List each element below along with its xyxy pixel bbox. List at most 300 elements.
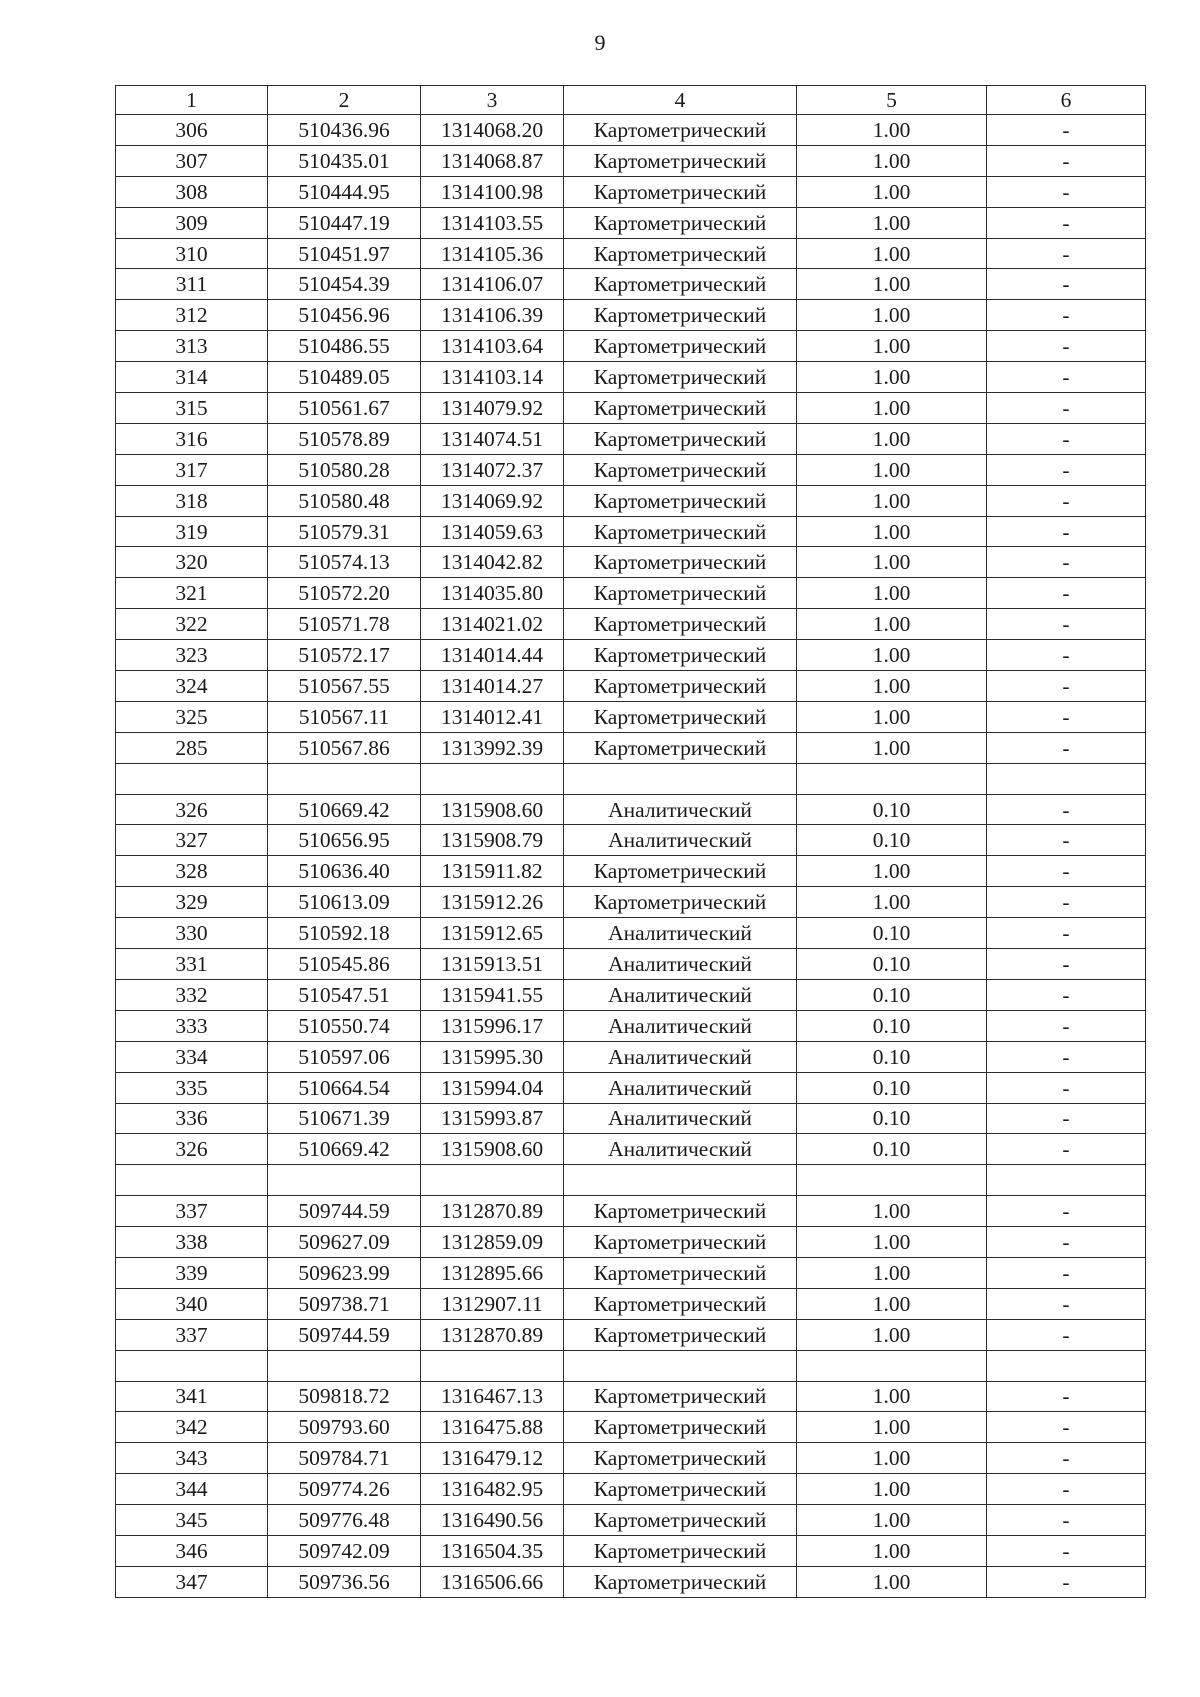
x-coordinate-cell: 509784.71 <box>268 1443 421 1474</box>
point-number-cell: 343 <box>116 1443 268 1474</box>
y-coordinate-cell: 1315912.65 <box>421 918 564 949</box>
accuracy-cell: 1.00 <box>797 1474 987 1505</box>
column-header: 1 <box>116 86 268 115</box>
method-cell <box>564 1165 797 1196</box>
table-row <box>116 207 1146 238</box>
description-cell: - <box>987 1196 1146 1227</box>
point-number-cell: 308 <box>116 176 268 207</box>
table-row <box>116 918 1146 949</box>
x-coordinate-cell: 510454.39 <box>268 269 421 300</box>
point-number-cell: 341 <box>116 1381 268 1412</box>
y-coordinate-cell: 1312870.89 <box>421 1319 564 1350</box>
accuracy-cell: 1.00 <box>797 1227 987 1258</box>
x-coordinate-cell: 509744.59 <box>268 1196 421 1227</box>
y-coordinate-cell: 1316479.12 <box>421 1443 564 1474</box>
separator-row <box>116 1350 1146 1381</box>
y-coordinate-cell: 1315908.60 <box>421 794 564 825</box>
description-cell: - <box>987 547 1146 578</box>
y-coordinate-cell: 1315993.87 <box>421 1103 564 1134</box>
page-number: 9 <box>594 30 606 55</box>
header-row <box>116 86 1146 115</box>
accuracy-cell: 1.00 <box>797 1505 987 1536</box>
description-cell: - <box>987 362 1146 393</box>
accuracy-cell: 1.00 <box>797 115 987 146</box>
description-cell: - <box>987 640 1146 671</box>
y-coordinate-cell: 1314059.63 <box>421 516 564 547</box>
x-coordinate-cell: 510572.20 <box>268 578 421 609</box>
x-coordinate-cell: 510567.86 <box>268 732 421 763</box>
accuracy-cell: 1.00 <box>797 1257 987 1288</box>
description-cell: - <box>987 794 1146 825</box>
table-row <box>116 1196 1146 1227</box>
point-number-cell: 342 <box>116 1412 268 1443</box>
description-cell: - <box>987 856 1146 887</box>
table-row <box>116 1443 1146 1474</box>
separator-row <box>116 763 1146 794</box>
table-row <box>116 887 1146 918</box>
method-cell: Картометрический <box>564 516 797 547</box>
accuracy-cell: 0.10 <box>797 979 987 1010</box>
description-cell: - <box>987 269 1146 300</box>
table-row <box>116 1257 1146 1288</box>
point-number-cell: 337 <box>116 1196 268 1227</box>
table-row <box>116 393 1146 424</box>
accuracy-cell: 1.00 <box>797 1535 987 1566</box>
point-number-cell: 323 <box>116 640 268 671</box>
x-coordinate-cell: 509818.72 <box>268 1381 421 1412</box>
description-cell: - <box>987 145 1146 176</box>
table-row <box>116 1288 1146 1319</box>
method-cell: Картометрический <box>564 145 797 176</box>
table-row <box>116 300 1146 331</box>
point-number-cell: 306 <box>116 115 268 146</box>
y-coordinate-cell: 1314103.55 <box>421 207 564 238</box>
accuracy-cell: 0.10 <box>797 1010 987 1041</box>
x-coordinate-cell: 509623.99 <box>268 1257 421 1288</box>
description-cell: - <box>987 1566 1146 1597</box>
method-cell: Аналитический <box>564 949 797 980</box>
point-number-cell: 328 <box>116 856 268 887</box>
accuracy-cell: 1.00 <box>797 1381 987 1412</box>
description-cell: - <box>987 1010 1146 1041</box>
point-number-cell: 326 <box>116 1134 268 1165</box>
method-cell: Аналитический <box>564 1072 797 1103</box>
x-coordinate-cell: 509793.60 <box>268 1412 421 1443</box>
description-cell: - <box>987 979 1146 1010</box>
y-coordinate-cell <box>421 763 564 794</box>
table-row <box>116 609 1146 640</box>
table-row <box>116 671 1146 702</box>
point-number-cell: 337 <box>116 1319 268 1350</box>
table-row <box>116 825 1146 856</box>
description-cell: - <box>987 1443 1146 1474</box>
table-row <box>116 1227 1146 1258</box>
accuracy-cell: 1.00 <box>797 516 987 547</box>
table-row <box>116 547 1146 578</box>
method-cell: Аналитический <box>564 1041 797 1072</box>
table-row <box>116 238 1146 269</box>
table-row <box>116 423 1146 454</box>
separator-row <box>116 1165 1146 1196</box>
point-number-cell: 340 <box>116 1288 268 1319</box>
y-coordinate-cell: 1314014.27 <box>421 671 564 702</box>
description-cell: - <box>987 207 1146 238</box>
point-number-cell: 332 <box>116 979 268 1010</box>
description-cell: - <box>987 1257 1146 1288</box>
description-cell: - <box>987 1227 1146 1258</box>
y-coordinate-cell: 1315908.60 <box>421 1134 564 1165</box>
y-coordinate-cell: 1314069.92 <box>421 485 564 516</box>
table-row <box>116 269 1146 300</box>
method-cell: Картометрический <box>564 1474 797 1505</box>
x-coordinate-cell: 510580.48 <box>268 485 421 516</box>
accuracy-cell: 1.00 <box>797 887 987 918</box>
table-row <box>116 640 1146 671</box>
description-cell: - <box>987 300 1146 331</box>
description-cell: - <box>987 423 1146 454</box>
description-cell: - <box>987 1505 1146 1536</box>
y-coordinate-cell: 1314106.07 <box>421 269 564 300</box>
point-number-cell: 331 <box>116 949 268 980</box>
y-coordinate-cell: 1312859.09 <box>421 1227 564 1258</box>
method-cell: Картометрический <box>564 115 797 146</box>
x-coordinate-cell <box>268 763 421 794</box>
point-number-cell: 322 <box>116 609 268 640</box>
x-coordinate-cell: 510451.97 <box>268 238 421 269</box>
coordinates-table <box>115 85 1146 1598</box>
y-coordinate-cell: 1314014.44 <box>421 640 564 671</box>
point-number-cell: 314 <box>116 362 268 393</box>
x-coordinate-cell <box>268 1165 421 1196</box>
accuracy-cell: 1.00 <box>797 856 987 887</box>
method-cell: Картометрический <box>564 485 797 516</box>
accuracy-cell: 1.00 <box>797 454 987 485</box>
method-cell: Аналитический <box>564 918 797 949</box>
table-row <box>116 1134 1146 1165</box>
method-cell: Аналитический <box>564 794 797 825</box>
y-coordinate-cell: 1313992.39 <box>421 732 564 763</box>
point-number-cell: 336 <box>116 1103 268 1134</box>
x-coordinate-cell: 510636.40 <box>268 856 421 887</box>
point-number-cell: 307 <box>116 145 268 176</box>
accuracy-cell: 1.00 <box>797 1196 987 1227</box>
x-coordinate-cell: 510456.96 <box>268 300 421 331</box>
table-row <box>116 362 1146 393</box>
point-number-cell: 311 <box>116 269 268 300</box>
table-row <box>116 1381 1146 1412</box>
description-cell: - <box>987 578 1146 609</box>
point-number-cell: 335 <box>116 1072 268 1103</box>
description-cell: - <box>987 1072 1146 1103</box>
y-coordinate-cell: 1312895.66 <box>421 1257 564 1288</box>
accuracy-cell: 1.00 <box>797 362 987 393</box>
y-coordinate-cell: 1314012.41 <box>421 701 564 732</box>
description-cell: - <box>987 887 1146 918</box>
description-cell: - <box>987 732 1146 763</box>
description-cell: - <box>987 516 1146 547</box>
description-cell: - <box>987 115 1146 146</box>
x-coordinate-cell: 510489.05 <box>268 362 421 393</box>
x-coordinate-cell: 510613.09 <box>268 887 421 918</box>
table-row <box>116 176 1146 207</box>
description-cell: - <box>987 671 1146 702</box>
point-number-cell: 324 <box>116 671 268 702</box>
y-coordinate-cell: 1315994.04 <box>421 1072 564 1103</box>
x-coordinate-cell: 509736.56 <box>268 1566 421 1597</box>
y-coordinate-cell: 1316490.56 <box>421 1505 564 1536</box>
description-cell: - <box>987 1535 1146 1566</box>
accuracy-cell: 0.10 <box>797 1103 987 1134</box>
accuracy-cell: 1.00 <box>797 671 987 702</box>
method-cell: Аналитический <box>564 1010 797 1041</box>
method-cell: Картометрический <box>564 362 797 393</box>
point-number-cell: 327 <box>116 825 268 856</box>
method-cell: Картометрический <box>564 393 797 424</box>
table-row <box>116 701 1146 732</box>
point-number-cell: 317 <box>116 454 268 485</box>
table-row <box>116 1041 1146 1072</box>
description-cell: - <box>987 609 1146 640</box>
accuracy-cell: 1.00 <box>797 423 987 454</box>
y-coordinate-cell: 1316482.95 <box>421 1474 564 1505</box>
accuracy-cell: 1.00 <box>797 1412 987 1443</box>
y-coordinate-cell <box>421 1165 564 1196</box>
accuracy-cell: 1.00 <box>797 732 987 763</box>
accuracy-cell: 1.00 <box>797 1288 987 1319</box>
table-row <box>116 485 1146 516</box>
method-cell: Картометрический <box>564 1381 797 1412</box>
description-cell: - <box>987 238 1146 269</box>
x-coordinate-cell: 510561.67 <box>268 393 421 424</box>
point-number-cell: 339 <box>116 1257 268 1288</box>
x-coordinate-cell: 510664.54 <box>268 1072 421 1103</box>
accuracy-cell: 1.00 <box>797 1319 987 1350</box>
description-cell: - <box>987 1474 1146 1505</box>
point-number-cell: 321 <box>116 578 268 609</box>
y-coordinate-cell: 1314021.02 <box>421 609 564 640</box>
description-cell <box>987 1165 1146 1196</box>
table-row <box>116 1566 1146 1597</box>
table-row <box>116 454 1146 485</box>
method-cell: Картометрический <box>564 856 797 887</box>
point-number-cell: 313 <box>116 331 268 362</box>
method-cell: Картометрический <box>564 640 797 671</box>
accuracy-cell: 1.00 <box>797 640 987 671</box>
description-cell: - <box>987 454 1146 485</box>
x-coordinate-cell: 510547.51 <box>268 979 421 1010</box>
point-number-cell: 325 <box>116 701 268 732</box>
table-row <box>116 331 1146 362</box>
method-cell: Картометрический <box>564 1319 797 1350</box>
y-coordinate-cell: 1314079.92 <box>421 393 564 424</box>
description-cell: - <box>987 1288 1146 1319</box>
point-number-cell: 315 <box>116 393 268 424</box>
x-coordinate-cell: 510444.95 <box>268 176 421 207</box>
method-cell: Картометрический <box>564 1505 797 1536</box>
accuracy-cell: 0.10 <box>797 1072 987 1103</box>
method-cell: Картометрический <box>564 547 797 578</box>
point-number-cell: 329 <box>116 887 268 918</box>
accuracy-cell: 1.00 <box>797 485 987 516</box>
x-coordinate-cell: 510671.39 <box>268 1103 421 1134</box>
column-header: 3 <box>421 86 564 115</box>
description-cell: - <box>987 331 1146 362</box>
y-coordinate-cell: 1314074.51 <box>421 423 564 454</box>
method-cell: Картометрический <box>564 671 797 702</box>
x-coordinate-cell: 510572.17 <box>268 640 421 671</box>
method-cell: Картометрический <box>564 1443 797 1474</box>
x-coordinate-cell: 509742.09 <box>268 1535 421 1566</box>
accuracy-cell: 1.00 <box>797 145 987 176</box>
method-cell: Картометрический <box>564 609 797 640</box>
x-coordinate-cell: 509738.71 <box>268 1288 421 1319</box>
method-cell <box>564 763 797 794</box>
accuracy-cell: 1.00 <box>797 269 987 300</box>
method-cell <box>564 1350 797 1381</box>
accuracy-cell: 1.00 <box>797 578 987 609</box>
point-number-cell: 347 <box>116 1566 268 1597</box>
point-number-cell: 338 <box>116 1227 268 1258</box>
description-cell: - <box>987 1041 1146 1072</box>
accuracy-cell: 0.10 <box>797 949 987 980</box>
x-coordinate-cell: 510597.06 <box>268 1041 421 1072</box>
description-cell: - <box>987 701 1146 732</box>
table-row <box>116 856 1146 887</box>
point-number-cell <box>116 763 268 794</box>
method-cell: Картометрический <box>564 1288 797 1319</box>
point-number-cell: 309 <box>116 207 268 238</box>
y-coordinate-cell: 1316475.88 <box>421 1412 564 1443</box>
accuracy-cell: 1.00 <box>797 609 987 640</box>
point-number-cell: 344 <box>116 1474 268 1505</box>
x-coordinate-cell: 510579.31 <box>268 516 421 547</box>
y-coordinate-cell: 1314105.36 <box>421 238 564 269</box>
x-coordinate-cell: 510567.11 <box>268 701 421 732</box>
point-number-cell: 346 <box>116 1535 268 1566</box>
x-coordinate-cell: 510486.55 <box>268 331 421 362</box>
method-cell: Картометрический <box>564 207 797 238</box>
description-cell: - <box>987 1412 1146 1443</box>
method-cell: Картометрический <box>564 238 797 269</box>
x-coordinate-cell: 510436.96 <box>268 115 421 146</box>
y-coordinate-cell: 1315912.26 <box>421 887 564 918</box>
x-coordinate-cell: 510669.42 <box>268 794 421 825</box>
column-header: 6 <box>987 86 1146 115</box>
accuracy-cell <box>797 763 987 794</box>
x-coordinate-cell: 510447.19 <box>268 207 421 238</box>
method-cell: Картометрический <box>564 269 797 300</box>
y-coordinate-cell: 1316506.66 <box>421 1566 564 1597</box>
point-number-cell <box>116 1165 268 1196</box>
method-cell: Аналитический <box>564 1134 797 1165</box>
table-row <box>116 794 1146 825</box>
y-coordinate-cell: 1314072.37 <box>421 454 564 485</box>
accuracy-cell: 0.10 <box>797 918 987 949</box>
description-cell: - <box>987 825 1146 856</box>
method-cell: Картометрический <box>564 701 797 732</box>
description-cell: - <box>987 176 1146 207</box>
method-cell: Картометрический <box>564 1227 797 1258</box>
method-cell: Картометрический <box>564 454 797 485</box>
x-coordinate-cell: 510435.01 <box>268 145 421 176</box>
table-row <box>116 115 1146 146</box>
y-coordinate-cell: 1314106.39 <box>421 300 564 331</box>
point-number-cell: 316 <box>116 423 268 454</box>
table-row <box>116 1505 1146 1536</box>
table-row <box>116 1535 1146 1566</box>
x-coordinate-cell: 510656.95 <box>268 825 421 856</box>
table-row <box>116 1319 1146 1350</box>
table-row <box>116 1103 1146 1134</box>
method-cell: Картометрический <box>564 732 797 763</box>
table-row <box>116 732 1146 763</box>
accuracy-cell: 1.00 <box>797 1443 987 1474</box>
description-cell: - <box>987 1319 1146 1350</box>
y-coordinate-cell: 1312907.11 <box>421 1288 564 1319</box>
accuracy-cell: 1.00 <box>797 393 987 424</box>
accuracy-cell: 1.00 <box>797 331 987 362</box>
description-cell: - <box>987 1381 1146 1412</box>
y-coordinate-cell: 1312870.89 <box>421 1196 564 1227</box>
accuracy-cell: 0.10 <box>797 1134 987 1165</box>
method-cell: Картометрический <box>564 1412 797 1443</box>
point-number-cell: 345 <box>116 1505 268 1536</box>
y-coordinate-cell: 1314100.98 <box>421 176 564 207</box>
method-cell: Аналитический <box>564 979 797 1010</box>
y-coordinate-cell: 1315911.82 <box>421 856 564 887</box>
method-cell: Картометрический <box>564 1535 797 1566</box>
column-header: 2 <box>268 86 421 115</box>
description-cell: - <box>987 393 1146 424</box>
accuracy-cell: 1.00 <box>797 207 987 238</box>
method-cell: Картометрический <box>564 578 797 609</box>
y-coordinate-cell <box>421 1350 564 1381</box>
x-coordinate-cell: 510545.86 <box>268 949 421 980</box>
x-coordinate-cell: 510574.13 <box>268 547 421 578</box>
table-row <box>116 1412 1146 1443</box>
accuracy-cell: 1.00 <box>797 1566 987 1597</box>
x-coordinate-cell: 510578.89 <box>268 423 421 454</box>
y-coordinate-cell: 1315913.51 <box>421 949 564 980</box>
x-coordinate-cell: 510571.78 <box>268 609 421 640</box>
method-cell: Картометрический <box>564 1257 797 1288</box>
table-row <box>116 145 1146 176</box>
y-coordinate-cell: 1314068.87 <box>421 145 564 176</box>
point-number-cell: 333 <box>116 1010 268 1041</box>
x-coordinate-cell <box>268 1350 421 1381</box>
column-header: 4 <box>564 86 797 115</box>
table-row <box>116 516 1146 547</box>
accuracy-cell <box>797 1165 987 1196</box>
x-coordinate-cell: 510580.28 <box>268 454 421 485</box>
y-coordinate-cell: 1314035.80 <box>421 578 564 609</box>
method-cell: Картометрический <box>564 331 797 362</box>
table-row <box>116 578 1146 609</box>
y-coordinate-cell: 1314042.82 <box>421 547 564 578</box>
accuracy-cell: 0.10 <box>797 1041 987 1072</box>
point-number-cell <box>116 1350 268 1381</box>
accuracy-cell: 1.00 <box>797 300 987 331</box>
table-row <box>116 979 1146 1010</box>
y-coordinate-cell: 1315941.55 <box>421 979 564 1010</box>
x-coordinate-cell: 509627.09 <box>268 1227 421 1258</box>
method-cell: Картометрический <box>564 887 797 918</box>
description-cell <box>987 1350 1146 1381</box>
y-coordinate-cell: 1314103.64 <box>421 331 564 362</box>
x-coordinate-cell: 510567.55 <box>268 671 421 702</box>
x-coordinate-cell: 510669.42 <box>268 1134 421 1165</box>
x-coordinate-cell: 509774.26 <box>268 1474 421 1505</box>
